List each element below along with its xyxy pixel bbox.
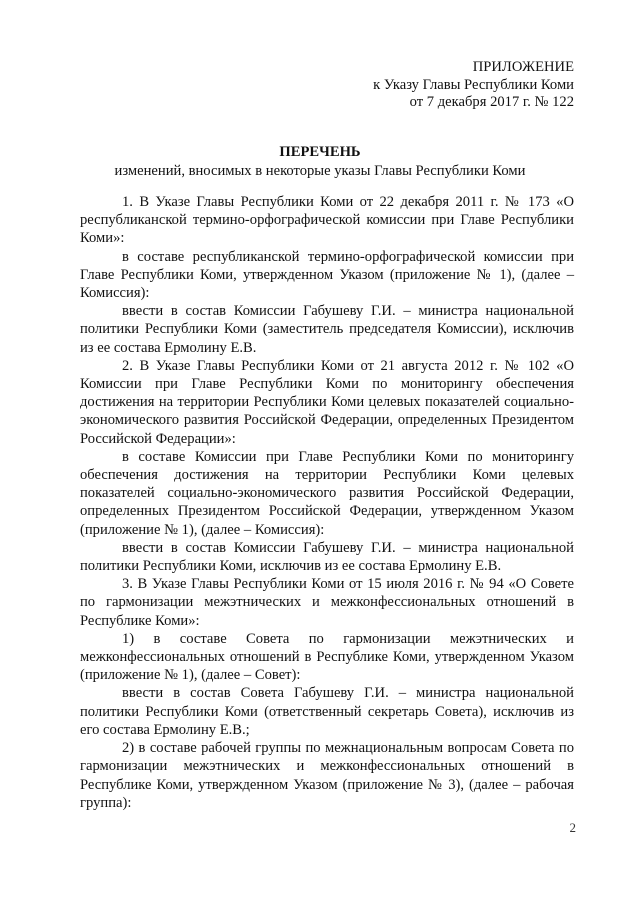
appendix-header [373,59,574,112]
appendix-label: ПРИЛОЖЕНИЕ [472,59,574,75]
paragraph: в составе республиканской термино-орфографической комиссии при Главе Республики Коми, утвержденном Указом (приложение № 1), (далее – Комиссия): [80,248,574,302]
document-title: ПЕРЕЧЕНЬ [279,144,361,160]
paragraph: ввести в состав Совета Габушеву Г.И. – министра национальной политики Республики Коми (ответственный секретарь Совета), исключив из его состава Ермолину Е.В.; [80,685,574,738]
document-subtitle: изменений, вносимых в некоторые указы Главы Республики Коми [114,163,526,179]
paragraph: 3. В Указе Главы Республики Коми от 15 июля 2016 г. № 94 «О Совете по гармонизации межэтнических и межконфессиональных отношений в Республике Коми»: [80,576,574,629]
appendix-decree-date: от 7 декабря 2017 г. № 122 [409,94,574,110]
paragraph: 1) в составе Совета по гармонизации межэтнических и межконфессиональных отношений в Республике Коми, утвержденном Указом (приложение № 1), (далее – Совет): [80,630,574,684]
paragraph: 2) в составе рабочей группы по межнациональным вопросам Совета по гармонизации межэтнических и межконфессиональных отношений в Республике Коми, утвержденном Указом (приложение № 3), (далее – рабочая группа): [80,740,574,811]
document-body [80,193,574,812]
paragraph: ввести в состав Комиссии Габушеву Г.И. – министра национальной политики Республики Коми (заместитель председателя Комиссии), исключив из ее состава Ермолину Е.В. [80,303,574,356]
paragraph: ввести в состав Комиссии Габушеву Г.И. – министра национальной политики Республики Коми, исключив из ее состава Ермолину Е.В. [80,539,574,575]
page-number: 2 [569,820,576,835]
paragraph: 1. В Указе Главы Республики Коми от 22 декабря 2011 г. № 173 «О республиканской термино-орфографической комиссии при Главе Республики Коми»: [80,194,574,247]
appendix-decree-reference: к Указу Главы Республики Коми [373,76,574,93]
paragraph: в составе Комиссии при Главе Республики Коми по мониторингу обеспечения достижения на территории Республики Коми целевых показателей социально-экономического развития Российской Федерации, определенных Президентом Российской Федерации, утвержденном Указом (приложение № 1), (далее – Комиссия): [80,448,574,538]
paragraph: 2. В Указе Главы Республики Коми от 21 августа 2012 г. № 102 «О Комиссии при Главе Республики Коми по мониторингу обеспечения достижения на территории Республики Коми целевых показателей социально-экономического развития Российской Федерации, определенных Президентом Российской Федерации»: [80,357,574,447]
